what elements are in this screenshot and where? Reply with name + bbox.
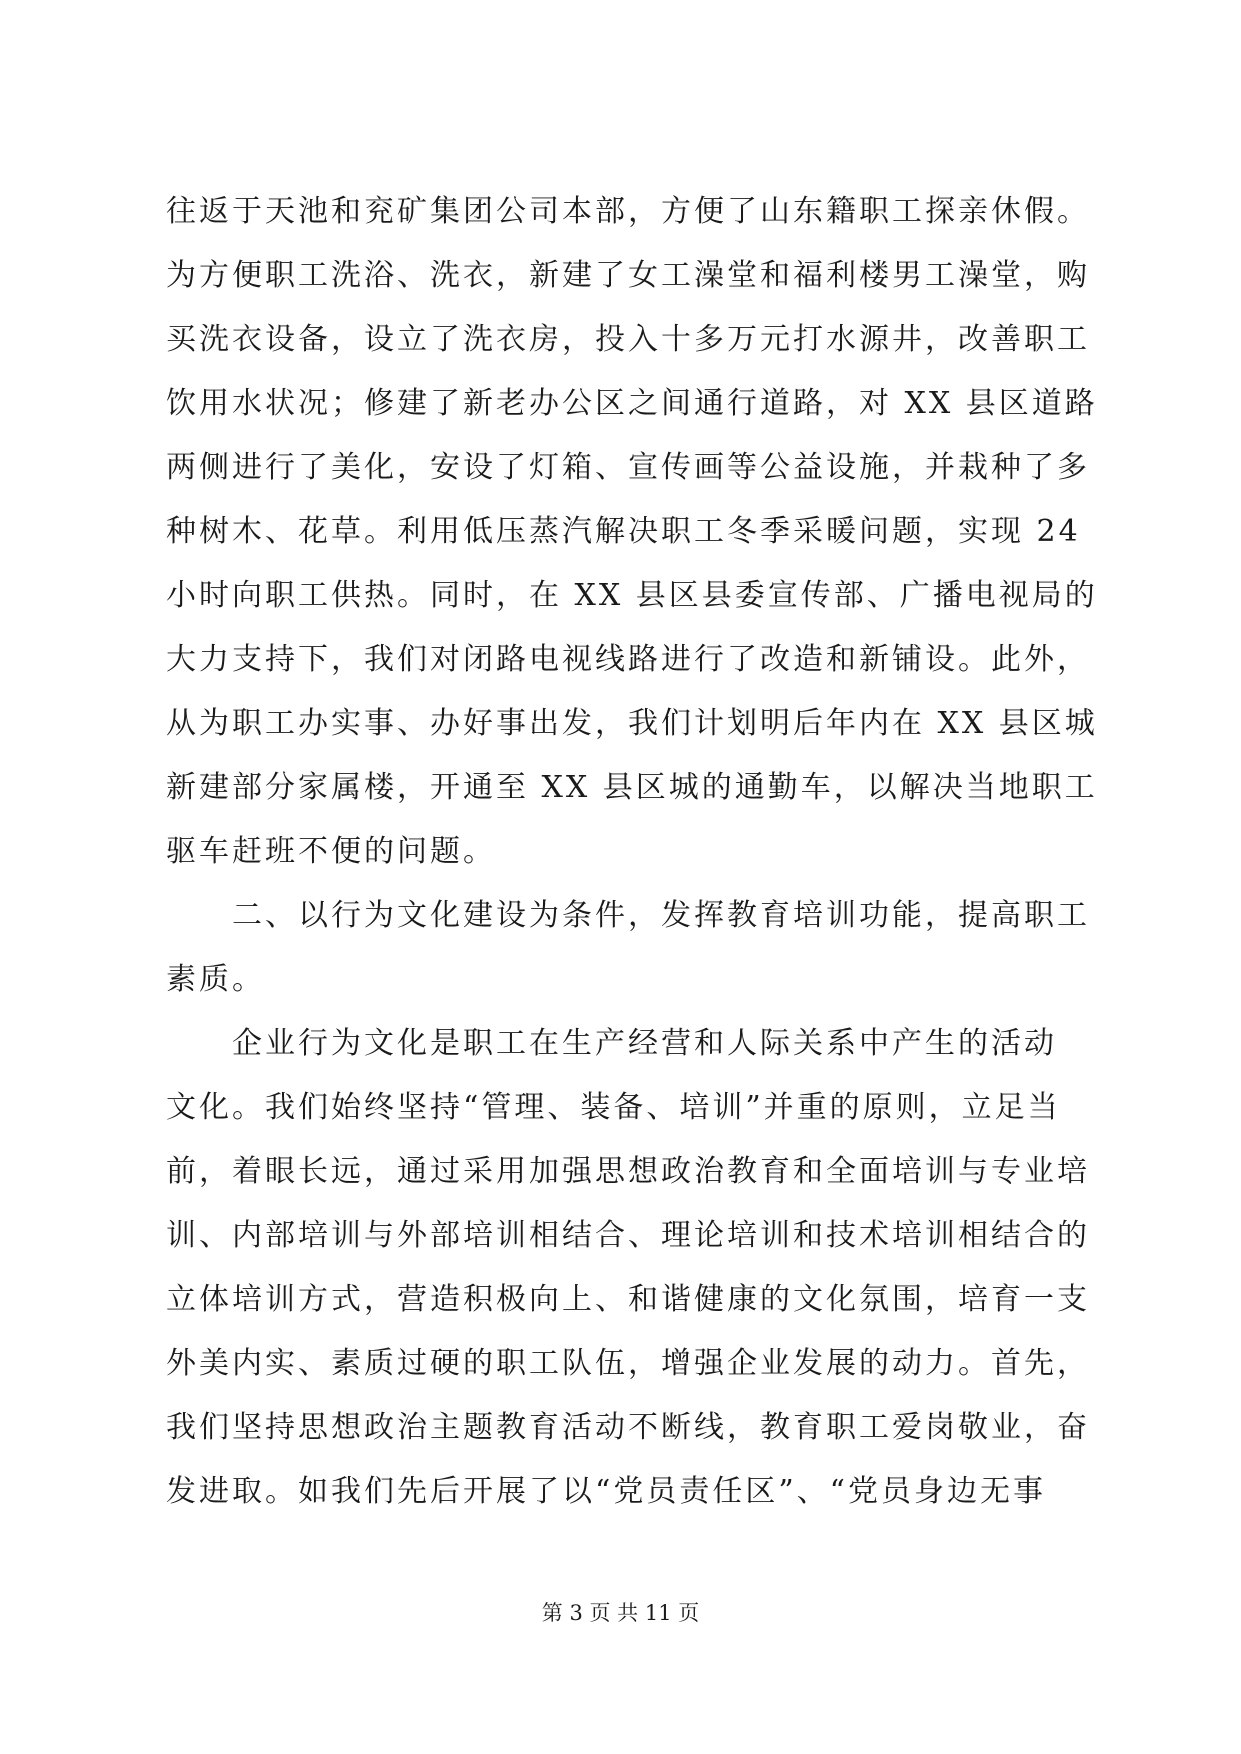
text-line: 立体培训方式，营造积极向上、和谐健康的文化氛围，培育一支 <box>166 1282 1090 1317</box>
text-line: 从为职工办实事、办好事出发，我们计划明后年内在 XX 县区城 <box>166 706 1098 741</box>
text-line: 大力支持下，我们对闭路电视线路进行了改造和新铺设。此外， <box>166 642 1090 677</box>
text-line: 文化。我们始终坚持“管理、装备、培训”并重的原则，立足当 <box>166 1090 1061 1125</box>
text-line: 饮用水状况；修建了新老办公区之间通行道路，对 XX 县区道路 <box>166 386 1098 421</box>
text-line: 买洗衣设备，设立了洗衣房，投入十多万元打水源井，改善职工 <box>166 322 1090 357</box>
text-line: 新建部分家属楼，开通至 XX 县区城的通勤车，以解决当地职工 <box>166 770 1098 805</box>
text-line: 两侧进行了美化，安设了灯箱、宣传画等公益设施，并栽种了多 <box>166 450 1090 485</box>
text-line: 企业行为文化是职工在生产经营和人际关系中产生的活动 <box>166 1026 1057 1061</box>
section-heading-line: 素质。 <box>166 962 265 997</box>
section-heading-line: 二、以行为文化建设为条件，发挥教育培训功能，提高职工 <box>166 898 1090 933</box>
text-line: 驱车赶班不便的问题。 <box>166 834 496 869</box>
text-line: 发进取。如我们先后开展了以“党员责任区”、“党员身边无事 <box>166 1474 1047 1509</box>
text-line: 种树木、花草。利用低压蒸汽解决职工冬季采暖问题，实现 24 <box>166 514 1081 549</box>
text-line: 前，着眼长远，通过采用加强思想政治教育和全面培训与专业培 <box>166 1154 1090 1189</box>
page-number-footer: 第 3 页 共 11 页 <box>541 1601 700 1625</box>
text-line: 往返于天池和兖矿集团公司本部，方便了山东籍职工探亲休假。 <box>166 194 1090 229</box>
text-line: 外美内实、素质过硬的职工队伍，增强企业发展的动力。首先， <box>166 1346 1090 1381</box>
text-line: 我们坚持思想政治主题教育活动不断线，教育职工爱岗敬业，奋 <box>166 1410 1090 1445</box>
text-line: 小时向职工供热。同时，在 XX 县区县委宣传部、广播电视局的 <box>166 578 1098 613</box>
body-text <box>166 180 1098 1524</box>
text-line: 训、内部培训与外部培训相结合、理论培训和技术培训相结合的 <box>166 1218 1090 1253</box>
text-line: 为方便职工洗浴、洗衣，新建了女工澡堂和福利楼男工澡堂，购 <box>166 258 1090 293</box>
